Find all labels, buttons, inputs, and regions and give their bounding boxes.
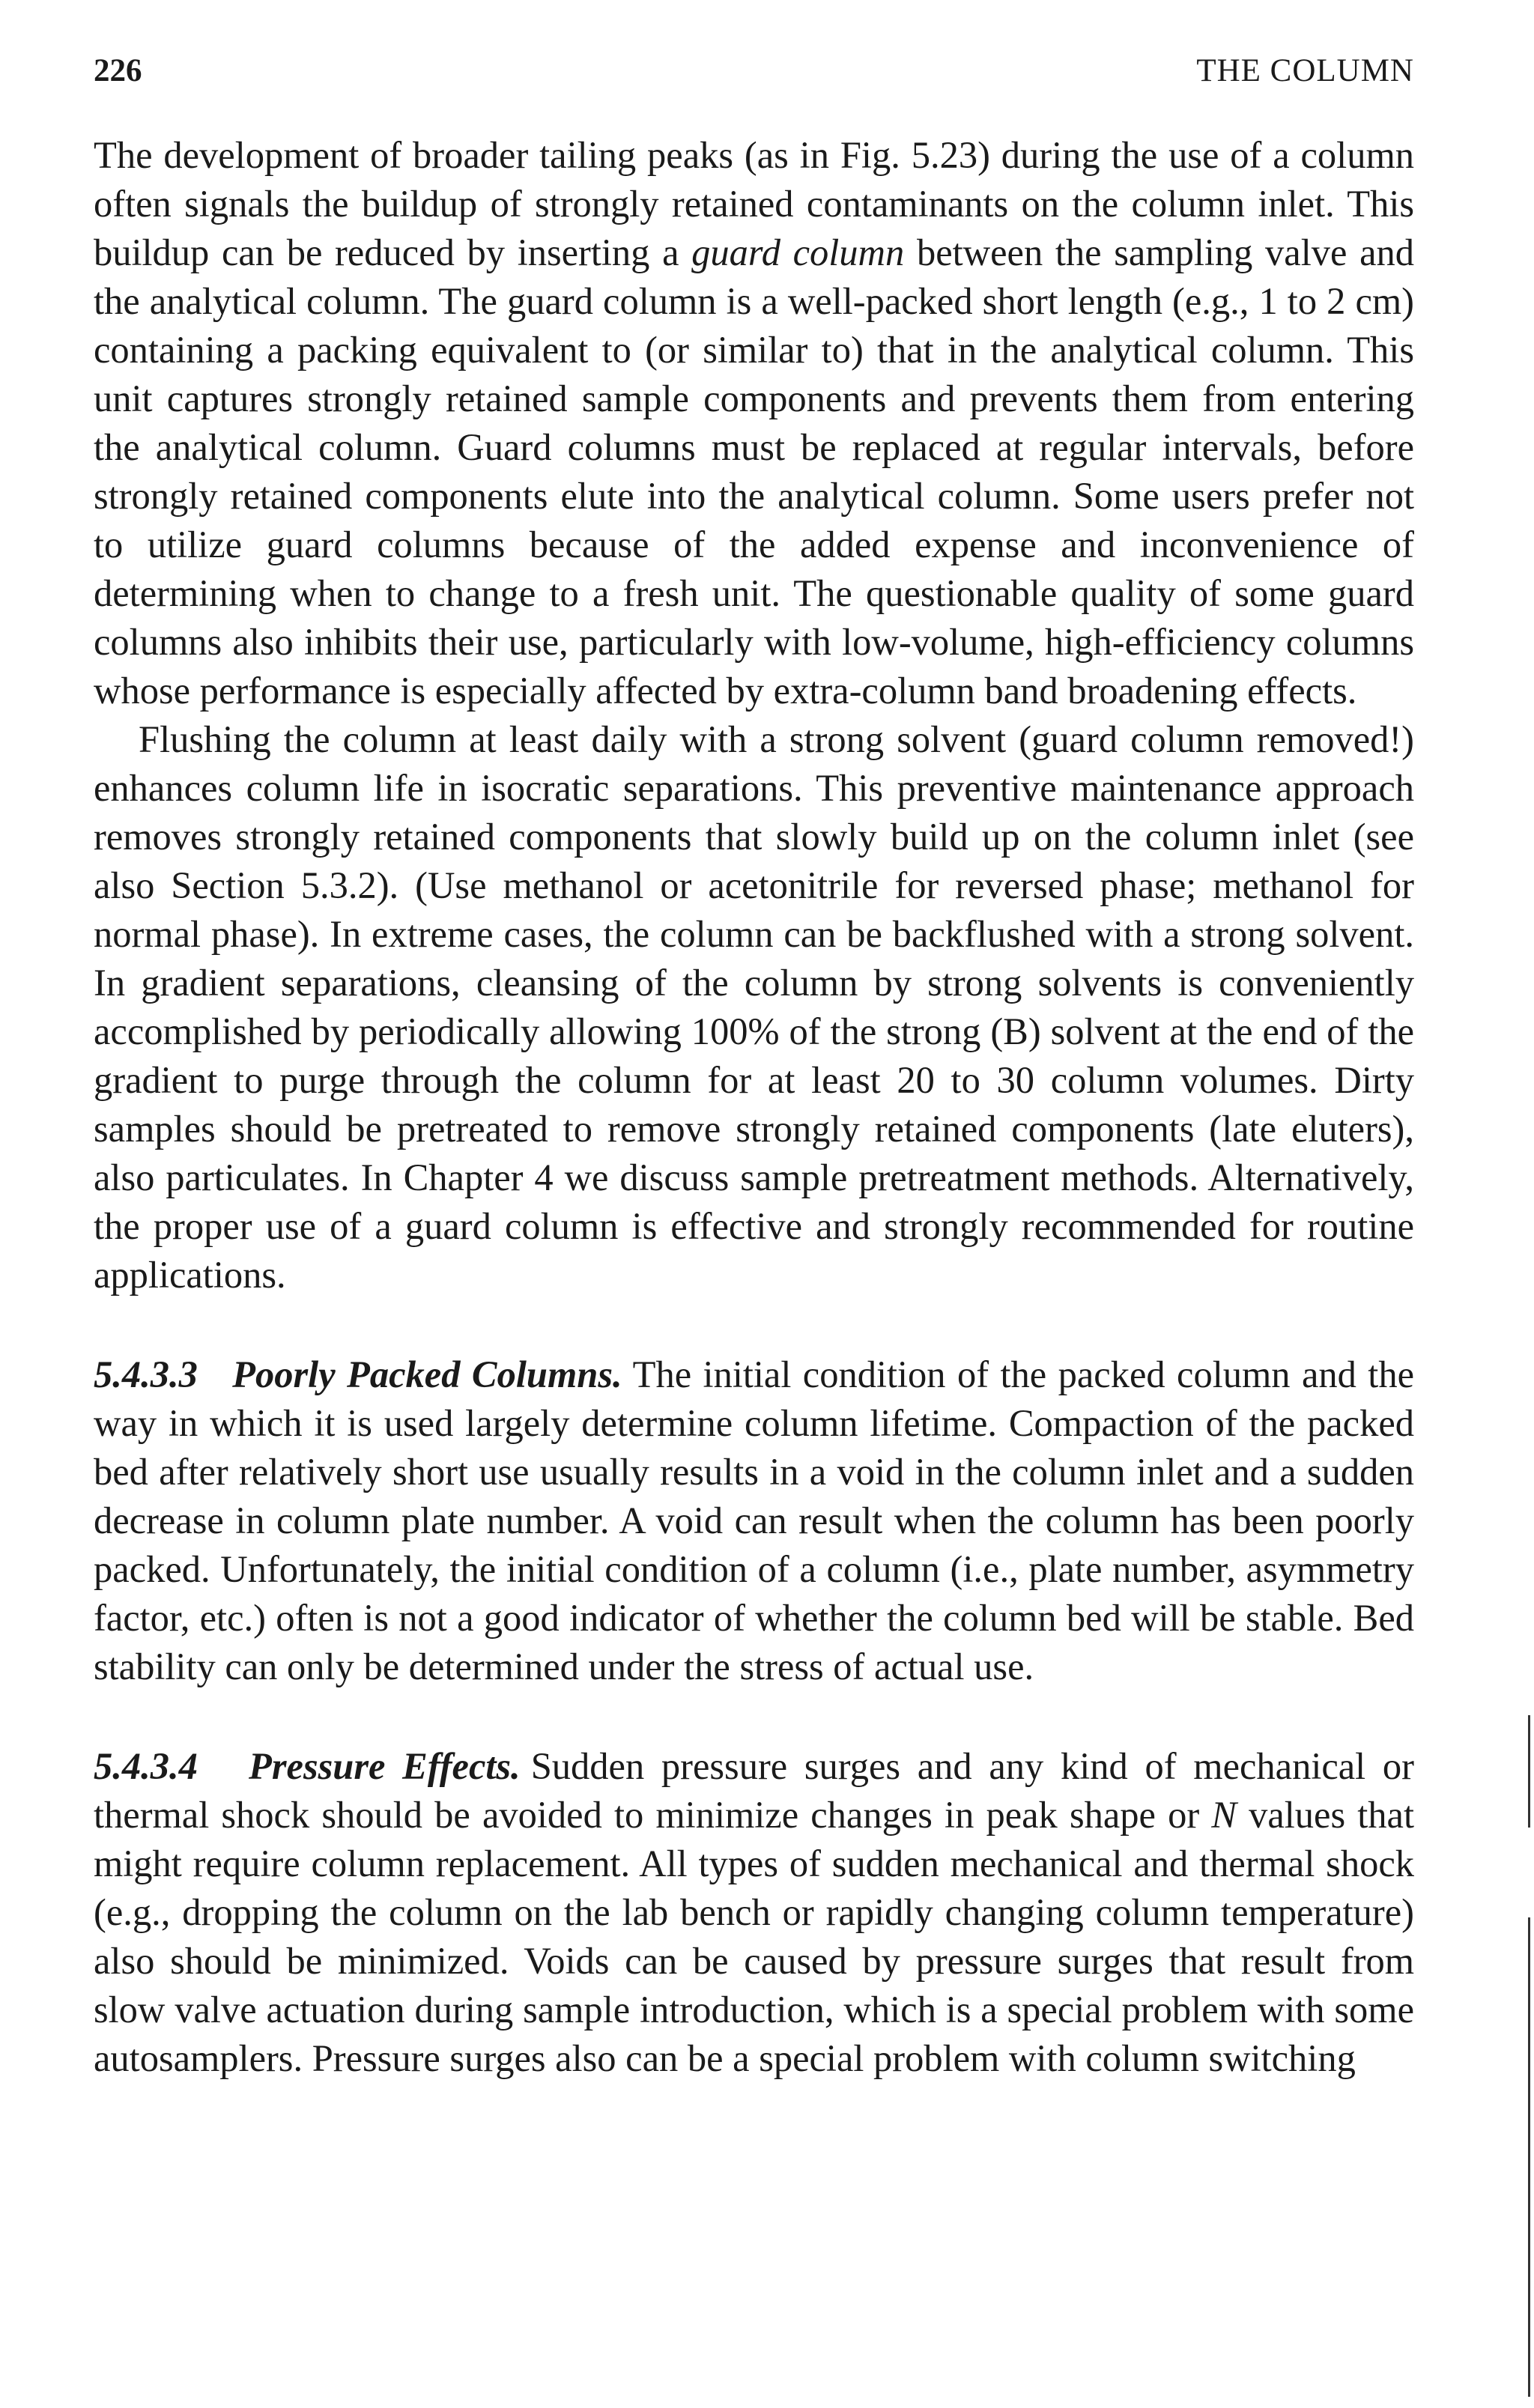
- section-title: Pressure Effects.: [249, 1745, 521, 1787]
- section-body: Sudden pressure surges and any kind of mechanical or thermal shock should be avoided to minimize changes in peak shape or: [94, 1745, 1414, 1836]
- section-poorly-packed-columns: [94, 1350, 1414, 1691]
- running-header: [94, 52, 1414, 89]
- section-body: The initial condition of the packed column and the way in which it is used largely determine column lifetime. Compaction of the packed bed after relatively short use usually results in a void in the column inlet and a sudden decrease in column plate number. A void can result when the column has been poorly packed. Unfortunately, the initial condition of a column (i.e., plate number, asymmetry factor, etc.) often is not a good indicator of whether the column bed will be stable. Bed stability can only be determined under the stress of actual use.: [94, 1353, 1414, 1687]
- guard-column-emphasis: guard column: [691, 231, 905, 273]
- section-title: Poorly Packed Columns.: [232, 1353, 622, 1395]
- paragraph-guard-column: The development of broader tailing peaks (as in Fig. 5.23) during the use of a column often signals the buildup of strongly retained contaminants on the column inlet. This buildup can be reduced by inserting a guard column between the sampling valve and the analytical column. The guard column is a well-packed short length (e.g., 1 to 2 cm) containing a packing equivalent to (or similar to) that in the analytical column. This unit captures strongly retained sample components and prevents them from entering the analytical column. Guard columns must be replaced at regular intervals, before strongly retained components elute into the analytical column. Some users prefer not to utilize guard columns because of the added expense and inconvenience of determining when to change to a fresh unit. The questionable quality of some guard columns also inhibits their use, particularly with low-volume, high-efficiency columns whose performance is especially affected by extra-column band broadening effects.: [94, 134, 1414, 712]
- paragraph-flushing: Flushing the column at least daily with a strong solvent (guard column removed!) enhances column life in isocratic separations. This preventive maintenance approach removes strongly retained components that slowly build up on the column inlet (see also Section 5.3.2). (Use methanol or acetonitrile for reversed phase; methanol for normal phase). In extreme cases, the column can be backflushed with a strong solvent. In gradient separations, cleansing of the column by strong solvents is conveniently accomplished by periodically allowing 100% of the strong (B) solvent at the end of the gradient to purge through the column for at least 20 to 30 column volumes. Dirty samples should be pretreated to remove strongly retained components (late eluters), also particulates. In Chapter 4 we discuss sample pretreatment methods. Alternatively, the proper use of a guard column is effective and strongly recommended for routine applications.: [94, 718, 1414, 1296]
- scan-margin-line: [1528, 1917, 1530, 2397]
- section-number: 5.4.3.3: [94, 1353, 198, 1395]
- section-pressure-effects: [94, 1742, 1414, 2083]
- page-number: 226: [94, 53, 142, 88]
- n-symbol: N: [1211, 1794, 1237, 1836]
- running-title: THE COLUMN: [1196, 53, 1414, 88]
- book-page: [94, 52, 1414, 2083]
- scan-margin-line: [1528, 1715, 1530, 1828]
- section-body-continued: values that might require column replacement. All types of sudden mechanical and thermal shock (e.g., dropping the column on the lab bench or rapidly changing column temperature) also should be minimized. Voids can be caused by pressure surges that result from slow valve actuation during sample introduction, which is a special problem with some autosamplers. Pressure surges also can be a special problem with column switching: [94, 1794, 1414, 2079]
- section-number: 5.4.3.4: [94, 1745, 198, 1787]
